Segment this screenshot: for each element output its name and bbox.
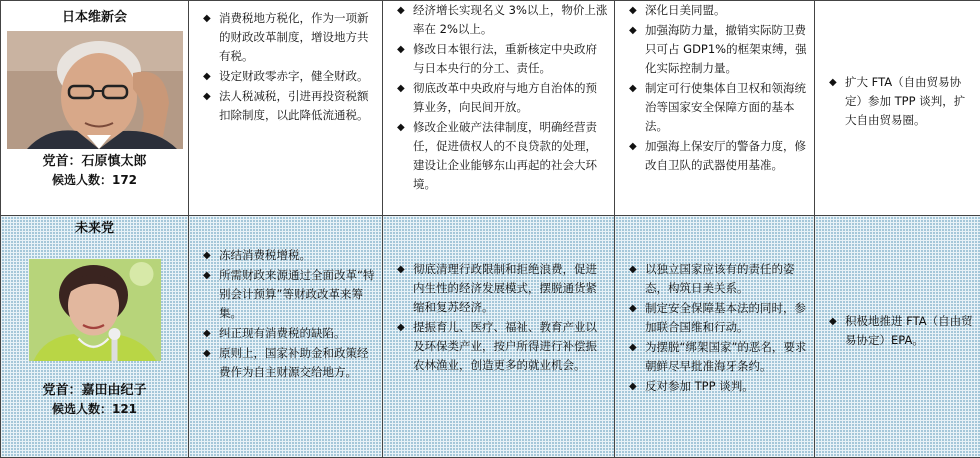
leader-name: 党首：嘉田由纪子 xyxy=(5,381,184,400)
diamond-bullet-icon: ◆ xyxy=(397,40,405,59)
policy-item: ◆ 深化日美同盟。 xyxy=(629,1,808,20)
policy-item: ◆ 加强海防力量，撤销实际防卫费只可占 GDP1%的框架束缚，强化实际控制力量。 xyxy=(629,21,808,78)
diamond-bullet-icon: ◆ xyxy=(629,1,637,20)
diamond-bullet-icon: ◆ xyxy=(829,73,837,92)
policy-item: ◆ 为摆脱“绑架国家”的恶名，要求朝鲜尽早批准海牙条约。 xyxy=(629,338,808,376)
policy-item: ◆ 修改企业破产法律制度，明确经营责任，促进债权人的不良贷款的处理，建设让企业能够东山再起的社会大环境。 xyxy=(397,118,608,194)
policy-cell-economy xyxy=(383,216,615,458)
diamond-bullet-icon: ◆ xyxy=(397,1,405,20)
policy-cell-tax xyxy=(189,216,383,458)
policy-item: ◆ 积极地推进 FTA（自由贸易协定）EPA。 xyxy=(829,312,974,350)
candidate-count: 候选人数：172 xyxy=(5,171,184,189)
table-row xyxy=(1,216,980,458)
policy-item: ◆ 所需财政来源通过全面改革“特别会计预算”等财政改革来筹集。 xyxy=(203,266,376,323)
party-cell xyxy=(1,1,189,216)
party-cell xyxy=(1,216,189,458)
policy-item: ◆ 扩大 FTA（自由贸易协定）参加 TPP 谈判，扩大自由贸易圈。 xyxy=(829,73,974,130)
policy-item: ◆ 以独立国家应该有的责任的姿态，构筑日美关系。 xyxy=(629,260,808,298)
policy-item: ◆ 制定可行使集体自卫权和领海统治等国家安全保障方面的基本法。 xyxy=(629,79,808,136)
policy-item: ◆ 法人税减税，引进再投资税额扣除制度，以此降低流通税。 xyxy=(203,87,376,125)
policy-cell-trade xyxy=(815,1,980,216)
diamond-bullet-icon: ◆ xyxy=(203,324,211,343)
policy-item: ◆ 制定安全保障基本法的同时，参加联合国维和行动。 xyxy=(629,299,808,337)
leader-portrait-ishihara xyxy=(7,31,183,149)
policy-item: ◆ 彻底改革中央政府与地方自治体的预算业务，向民间开放。 xyxy=(397,79,608,117)
policy-cell-defense xyxy=(615,1,815,216)
diamond-bullet-icon: ◆ xyxy=(203,246,211,265)
party-name: 未来党 xyxy=(5,220,184,238)
diamond-bullet-icon: ◆ xyxy=(629,260,637,279)
diamond-bullet-icon: ◆ xyxy=(203,9,211,28)
policy-item: ◆ 设定财政零赤字，健全财政。 xyxy=(203,67,376,86)
policy-item: ◆ 冻结消费税增税。 xyxy=(203,246,376,265)
policy-item: ◆ 反对参加 TPP 谈判。 xyxy=(629,377,808,396)
policy-cell-trade xyxy=(815,216,980,458)
policy-cell-defense xyxy=(615,216,815,458)
diamond-bullet-icon: ◆ xyxy=(397,118,405,137)
policy-cell-tax xyxy=(189,1,383,216)
diamond-bullet-icon: ◆ xyxy=(629,21,637,40)
diamond-bullet-icon: ◆ xyxy=(203,266,211,285)
diamond-bullet-icon: ◆ xyxy=(629,338,637,357)
policy-item: ◆ 彻底清理行政限制和拒绝浪费，促进内生性的经济发展模式，摆脱通货紧缩和复苏经济。 xyxy=(397,260,608,317)
diamond-bullet-icon: ◆ xyxy=(397,318,405,337)
diamond-bullet-icon: ◆ xyxy=(629,299,637,318)
leader-portrait-kada xyxy=(29,242,161,378)
policy-item: ◆ 原则上，国家补助金和政策经费作为自主财源交给地方。 xyxy=(203,344,376,382)
diamond-bullet-icon: ◆ xyxy=(203,67,211,86)
diamond-bullet-icon: ◆ xyxy=(629,377,637,396)
diamond-bullet-icon: ◆ xyxy=(203,87,211,106)
diamond-bullet-icon: ◆ xyxy=(397,79,405,98)
policy-item: ◆ 提振育儿、医疗、福祉、教育产业以及环保类产业，按户所得进行补偿振农林渔业，创造更多的就业机会。 xyxy=(397,318,608,375)
diamond-bullet-icon: ◆ xyxy=(203,344,211,363)
policy-item: ◆ 消费税地方税化，作为一项新的财政改革制度，增设地方共有税。 xyxy=(203,9,376,66)
policy-item: ◆ 修改日本银行法，重新核定中央政府与日本央行的分工、责任。 xyxy=(397,40,608,78)
leader-name: 党首：石原慎太郎 xyxy=(5,152,184,171)
diamond-bullet-icon: ◆ xyxy=(629,137,637,156)
diamond-bullet-icon: ◆ xyxy=(829,312,837,331)
diamond-bullet-icon: ◆ xyxy=(629,79,637,98)
policy-item: ◆ 纠正现有消费税的缺陷。 xyxy=(203,324,376,343)
candidate-count: 候选人数：121 xyxy=(5,400,184,418)
policy-item: ◆ 经济增长实现名义 3%以上，物价上涨率在 2%以上。 xyxy=(397,1,608,39)
party-name: 日本维新会 xyxy=(5,9,184,27)
table-row xyxy=(1,1,980,216)
policy-item: ◆ 加强海上保安厅的警备力度，修改自卫队的武器使用基准。 xyxy=(629,137,808,175)
diamond-bullet-icon: ◆ xyxy=(397,260,405,279)
policy-cell-economy xyxy=(383,1,615,216)
